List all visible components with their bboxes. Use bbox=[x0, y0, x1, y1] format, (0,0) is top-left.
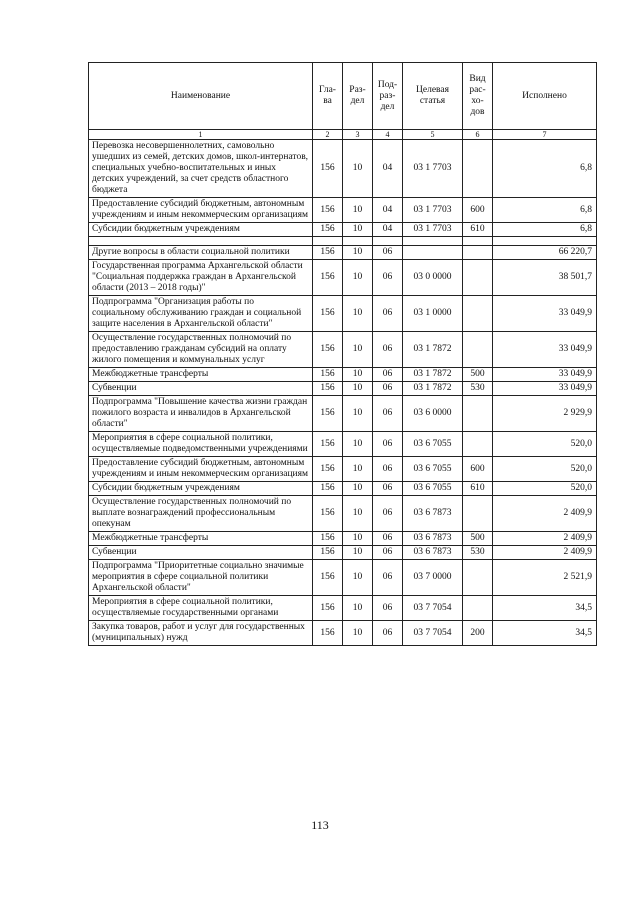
table-body bbox=[89, 140, 597, 646]
row-subsection-cell: 06 bbox=[373, 368, 403, 382]
row-amount-cell: 2 929,9 bbox=[493, 396, 597, 432]
row-target-cell: 03 6 7055 bbox=[403, 482, 463, 496]
row-chapter-cell: 156 bbox=[313, 532, 343, 546]
table-row bbox=[89, 546, 597, 560]
row-expense-type-cell bbox=[463, 140, 493, 198]
row-target-cell: 03 1 7703 bbox=[403, 223, 463, 237]
row-target-cell: 03 7 0000 bbox=[403, 560, 463, 596]
column-number: 5 bbox=[403, 130, 463, 140]
row-subsection-cell: 04 bbox=[373, 198, 403, 223]
row-name-cell: Субвенции bbox=[89, 382, 313, 396]
row-subsection-cell: 04 bbox=[373, 140, 403, 198]
row-amount-cell: 520,0 bbox=[493, 482, 597, 496]
row-expense-type-cell bbox=[463, 432, 493, 457]
row-section-cell: 10 bbox=[343, 546, 373, 560]
row-expense-type-cell: 600 bbox=[463, 198, 493, 223]
header-executed: Исполнено bbox=[493, 63, 597, 130]
row-target-cell: 03 6 7873 bbox=[403, 546, 463, 560]
table-row bbox=[89, 596, 597, 621]
row-expense-type-cell bbox=[463, 237, 493, 246]
row-chapter-cell: 156 bbox=[313, 223, 343, 237]
row-section-cell: 10 bbox=[343, 457, 373, 482]
row-amount-cell: 2 409,9 bbox=[493, 496, 597, 532]
row-expense-type-cell bbox=[463, 260, 493, 296]
table-row bbox=[89, 396, 597, 432]
row-name-cell: Межбюджетные трансферты bbox=[89, 368, 313, 382]
row-section-cell bbox=[343, 237, 373, 246]
row-target-cell: 03 7 7054 bbox=[403, 621, 463, 646]
row-section-cell: 10 bbox=[343, 260, 373, 296]
row-amount-cell: 6,8 bbox=[493, 140, 597, 198]
header-section: Раз- дел bbox=[343, 63, 373, 130]
row-amount-cell: 33 049,9 bbox=[493, 382, 597, 396]
row-name-cell: Осуществление государственных полномочий по предоставлению гражданам субсидий на оплату жилого помещения и коммунальных услуг bbox=[89, 332, 313, 368]
row-section-cell: 10 bbox=[343, 368, 373, 382]
row-chapter-cell: 156 bbox=[313, 198, 343, 223]
row-chapter-cell: 156 bbox=[313, 482, 343, 496]
row-subsection-cell: 06 bbox=[373, 396, 403, 432]
row-chapter-cell: 156 bbox=[313, 382, 343, 396]
header-expense-type: Вид рас- хо- дов bbox=[463, 63, 493, 130]
row-section-cell: 10 bbox=[343, 532, 373, 546]
table-row bbox=[89, 560, 597, 596]
row-target-cell: 03 1 0000 bbox=[403, 296, 463, 332]
row-expense-type-cell bbox=[463, 560, 493, 596]
row-target-cell: 03 1 7872 bbox=[403, 368, 463, 382]
row-name-cell: Субвенции bbox=[89, 546, 313, 560]
column-number: 7 bbox=[493, 130, 597, 140]
row-name-cell: Подпрограмма "Приоритетные социально значимые мероприятия в сфере социальной политики Архангельской области" bbox=[89, 560, 313, 596]
row-amount-cell: 34,5 bbox=[493, 596, 597, 621]
row-expense-type-cell: 530 bbox=[463, 382, 493, 396]
row-section-cell: 10 bbox=[343, 140, 373, 198]
row-chapter-cell: 156 bbox=[313, 496, 343, 532]
row-expense-type-cell: 530 bbox=[463, 546, 493, 560]
row-section-cell: 10 bbox=[343, 332, 373, 368]
table-row bbox=[89, 382, 597, 396]
table-row bbox=[89, 496, 597, 532]
row-expense-type-cell: 500 bbox=[463, 368, 493, 382]
row-target-cell bbox=[403, 246, 463, 260]
column-number: 3 bbox=[343, 130, 373, 140]
row-subsection-cell: 04 bbox=[373, 223, 403, 237]
row-subsection-cell: 06 bbox=[373, 532, 403, 546]
table-row bbox=[89, 332, 597, 368]
row-chapter-cell bbox=[313, 237, 343, 246]
row-amount-cell: 33 049,9 bbox=[493, 332, 597, 368]
row-name-cell: Межбюджетные трансферты bbox=[89, 532, 313, 546]
table-row bbox=[89, 223, 597, 237]
table-row bbox=[89, 140, 597, 198]
row-name-cell: Мероприятия в сфере социальной политики, осуществляемые подведомственными учреждениями bbox=[89, 432, 313, 457]
row-name-cell: Перевозка несовершеннолетних, самовольно ушедших из семей, детских домов, школ-интернатов, специальных учебно-воспитательных и иных детских учреждений, за счет средств областного бюджета bbox=[89, 140, 313, 198]
row-name-cell: Субсидии бюджетным учреждениям bbox=[89, 223, 313, 237]
row-section-cell: 10 bbox=[343, 621, 373, 646]
row-section-cell: 10 bbox=[343, 296, 373, 332]
table-row bbox=[89, 246, 597, 260]
row-amount-cell: 33 049,9 bbox=[493, 368, 597, 382]
row-expense-type-cell bbox=[463, 246, 493, 260]
row-expense-type-cell bbox=[463, 296, 493, 332]
row-expense-type-cell bbox=[463, 596, 493, 621]
row-amount-cell: 520,0 bbox=[493, 432, 597, 457]
header-name: Наименование bbox=[89, 63, 313, 130]
row-amount-cell: 2 521,9 bbox=[493, 560, 597, 596]
header-subsection: Под- раз- дел bbox=[373, 63, 403, 130]
row-amount-cell: 6,8 bbox=[493, 198, 597, 223]
table-row bbox=[89, 457, 597, 482]
row-chapter-cell: 156 bbox=[313, 246, 343, 260]
column-number: 1 bbox=[89, 130, 313, 140]
row-subsection-cell: 06 bbox=[373, 260, 403, 296]
row-target-cell: 03 1 7703 bbox=[403, 198, 463, 223]
row-chapter-cell: 156 bbox=[313, 260, 343, 296]
row-chapter-cell: 156 bbox=[313, 332, 343, 368]
row-name-cell: Предоставление субсидий бюджетным, автономным учреждениям и иным некоммерческим организациям bbox=[89, 198, 313, 223]
row-chapter-cell: 156 bbox=[313, 596, 343, 621]
row-chapter-cell: 156 bbox=[313, 296, 343, 332]
row-expense-type-cell bbox=[463, 332, 493, 368]
row-subsection-cell: 06 bbox=[373, 296, 403, 332]
row-name-cell: Мероприятия в сфере социальной политики, осуществляемые государственными органами bbox=[89, 596, 313, 621]
row-chapter-cell: 156 bbox=[313, 621, 343, 646]
row-chapter-cell: 156 bbox=[313, 560, 343, 596]
table-row bbox=[89, 260, 597, 296]
row-name-cell: Предоставление субсидий бюджетным, автономным учреждениям и иным некоммерческим организациям bbox=[89, 457, 313, 482]
row-target-cell: 03 6 7055 bbox=[403, 457, 463, 482]
row-subsection-cell: 06 bbox=[373, 246, 403, 260]
row-target-cell: 03 6 7873 bbox=[403, 532, 463, 546]
column-number: 4 bbox=[373, 130, 403, 140]
row-name-cell: Субсидии бюджетным учреждениям bbox=[89, 482, 313, 496]
row-chapter-cell: 156 bbox=[313, 457, 343, 482]
row-subsection-cell: 06 bbox=[373, 432, 403, 457]
row-subsection-cell: 06 bbox=[373, 332, 403, 368]
row-section-cell: 10 bbox=[343, 496, 373, 532]
row-target-cell: 03 6 7055 bbox=[403, 432, 463, 457]
row-section-cell: 10 bbox=[343, 198, 373, 223]
row-chapter-cell: 156 bbox=[313, 546, 343, 560]
row-name-cell: Подпрограмма "Повышение качества жизни граждан пожилого возраста и инвалидов в Архангельской области" bbox=[89, 396, 313, 432]
row-section-cell: 10 bbox=[343, 246, 373, 260]
row-subsection-cell: 06 bbox=[373, 621, 403, 646]
table-row bbox=[89, 368, 597, 382]
row-section-cell: 10 bbox=[343, 560, 373, 596]
column-number-row bbox=[89, 130, 597, 140]
row-section-cell: 10 bbox=[343, 396, 373, 432]
row-subsection-cell: 06 bbox=[373, 596, 403, 621]
table-row bbox=[89, 432, 597, 457]
column-number: 6 bbox=[463, 130, 493, 140]
row-amount-cell: 520,0 bbox=[493, 457, 597, 482]
row-subsection-cell: 06 bbox=[373, 482, 403, 496]
page-number: 113 bbox=[311, 818, 329, 832]
row-target-cell: 03 1 7872 bbox=[403, 382, 463, 396]
row-chapter-cell: 156 bbox=[313, 432, 343, 457]
row-section-cell: 10 bbox=[343, 432, 373, 457]
row-name-cell: Закупка товаров, работ и услуг для государственных (муниципальных) нужд bbox=[89, 621, 313, 646]
row-section-cell: 10 bbox=[343, 223, 373, 237]
row-amount-cell: 2 409,9 bbox=[493, 546, 597, 560]
row-name-cell: Государственная программа Архангельской области "Социальная поддержка граждан в Архангельской области (2013 – 2018 годы)" bbox=[89, 260, 313, 296]
row-expense-type-cell: 610 bbox=[463, 223, 493, 237]
row-amount-cell bbox=[493, 237, 597, 246]
row-expense-type-cell: 610 bbox=[463, 482, 493, 496]
row-subsection-cell bbox=[373, 237, 403, 246]
row-subsection-cell: 06 bbox=[373, 382, 403, 396]
row-subsection-cell: 06 bbox=[373, 457, 403, 482]
table-row bbox=[89, 532, 597, 546]
row-subsection-cell: 06 bbox=[373, 546, 403, 560]
row-target-cell: 03 6 0000 bbox=[403, 396, 463, 432]
row-name-cell: Осуществление государственных полномочий по выплате вознаграждений профессиональным опекунам bbox=[89, 496, 313, 532]
table-row bbox=[89, 296, 597, 332]
row-section-cell: 10 bbox=[343, 482, 373, 496]
row-section-cell: 10 bbox=[343, 596, 373, 621]
row-target-cell bbox=[403, 237, 463, 246]
row-target-cell: 03 7 7054 bbox=[403, 596, 463, 621]
row-amount-cell: 6,8 bbox=[493, 223, 597, 237]
row-amount-cell: 33 049,9 bbox=[493, 296, 597, 332]
row-amount-cell: 34,5 bbox=[493, 621, 597, 646]
header-row bbox=[89, 63, 597, 130]
row-expense-type-cell bbox=[463, 396, 493, 432]
row-amount-cell: 2 409,9 bbox=[493, 532, 597, 546]
header-chapter: Гла- ва bbox=[313, 63, 343, 130]
row-expense-type-cell: 500 bbox=[463, 532, 493, 546]
table-row bbox=[89, 198, 597, 223]
header-target: Целевая статья bbox=[403, 63, 463, 130]
column-number: 2 bbox=[313, 130, 343, 140]
row-section-cell: 10 bbox=[343, 382, 373, 396]
row-amount-cell: 38 501,7 bbox=[493, 260, 597, 296]
row-target-cell: 03 0 0000 bbox=[403, 260, 463, 296]
row-chapter-cell: 156 bbox=[313, 368, 343, 382]
row-target-cell: 03 6 7873 bbox=[403, 496, 463, 532]
row-target-cell: 03 1 7703 bbox=[403, 140, 463, 198]
row-expense-type-cell: 600 bbox=[463, 457, 493, 482]
table-row bbox=[89, 237, 597, 246]
table-row bbox=[89, 621, 597, 646]
row-subsection-cell: 06 bbox=[373, 496, 403, 532]
row-name-cell: Другие вопросы в области социальной политики bbox=[89, 246, 313, 260]
row-target-cell: 03 1 7872 bbox=[403, 332, 463, 368]
row-name-cell bbox=[89, 237, 313, 246]
row-expense-type-cell: 200 bbox=[463, 621, 493, 646]
row-chapter-cell: 156 bbox=[313, 140, 343, 198]
budget-table bbox=[88, 62, 597, 646]
row-name-cell: Подпрограмма "Организация работы по социальному обслуживанию граждан и социальной защите населения в Архангельской области" bbox=[89, 296, 313, 332]
row-subsection-cell: 06 bbox=[373, 560, 403, 596]
row-amount-cell: 66 220,7 bbox=[493, 246, 597, 260]
table-row bbox=[89, 482, 597, 496]
row-expense-type-cell bbox=[463, 496, 493, 532]
row-chapter-cell: 156 bbox=[313, 396, 343, 432]
